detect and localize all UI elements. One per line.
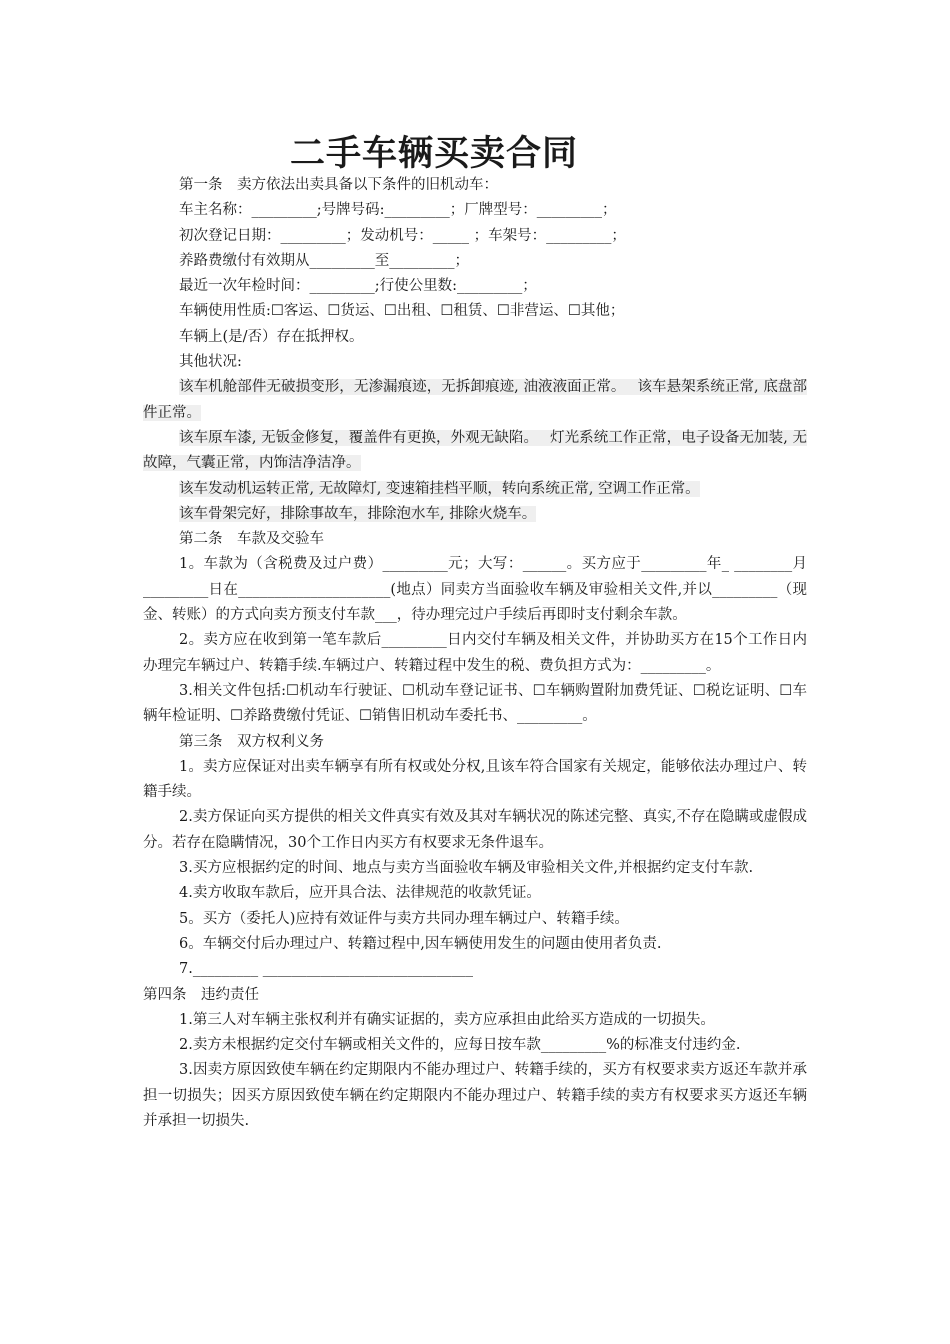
status-text: 该车发动机运转正常, 无故障灯, 变速箱挂档平顺，转向系统正常, 空调工作正常。: [179, 480, 700, 497]
status-paragraph: [143, 426, 807, 477]
article2-heading: 第二条 车款及交验车: [179, 531, 324, 548]
article4-item: 1.第三人对车辆主张权利并有确实证据的，卖方应承担由此给买方造成的一切损失。: [179, 1011, 715, 1028]
document-title: 二手车辆买卖合同: [290, 133, 579, 174]
article3-item: 1。卖方应保证对出卖车辆享有所有权或处分权,且该车符合国家有关规定，能够依法办理过户、转籍手续。: [143, 758, 807, 801]
article3-item: 7._________ _____________________________: [179, 961, 473, 978]
mortgage-line: 车辆上(是/否）存在抵押权。: [179, 328, 364, 345]
article4-item: 2.卖方未根据约定交付车辆或相关文件的，应每日按车款_________%的标准支付违约金.: [179, 1037, 741, 1054]
contract-body: [143, 173, 807, 1134]
article1-heading: 第一条 卖方依法出卖具备以下条件的旧机动车：: [179, 177, 498, 193]
other-status-label: 其他状况:: [179, 354, 242, 371]
article4-item: 3.因卖方原因致使车辆在约定期限内不能办理过户、转籍手续的，买方有权要求卖方返还车款并承担一切损失；因买方原因致使车辆在约定期限内不能办理过户、转籍手续的卖方有权要求买方返还车辆并承担一切损失.: [143, 1062, 807, 1129]
article2-item: 3.相关文件包括:☐机动车行驶证、☐机动车登记证书、☐车辆购置附加费凭证、☐税讫证明、☐车辆年检证明、☐养路费缴付凭证、☐销售旧机动车委托书、_________。: [143, 682, 807, 725]
article3-item: 2.卖方保证向买方提供的相关文件真实有效及其对车辆状况的陈述完整、真实,不存在隐瞒或虚假成分。若存在隐瞒情况，30个工作日内买方有权要求无条件退车。: [143, 809, 807, 851]
status-text: 该车机舱部件无破损变形，无渗漏痕迹，无拆卸痕迹, 油液液面正常。 该车悬架系统正常, 底盘部件正常。: [143, 379, 807, 421]
article3-item: 6。车辆交付后办理过户、转籍过程中,因车辆使用发生的问题由使用者负责.: [179, 935, 662, 952]
status-paragraph: [143, 375, 807, 426]
road-fee-line: 养路费缴付有效期从_________至_________；: [179, 252, 469, 269]
status-paragraph: [143, 477, 807, 502]
article3-item: 4.卖方收取车款后，应开具合法、法律规范的收款凭证。: [179, 885, 541, 902]
article4-heading: 第四条 违约责任: [143, 986, 259, 1003]
status-text: 该车原车漆, 无钣金修复，覆盖件有更换，外观无缺陷。 灯光系统工作正常，电子设备无加装, 无故障，气囊正常，内饰洁净洁净。: [143, 429, 807, 472]
usage-type-line: 车辆使用性质:☐客运、☐货运、☐出租、☐租赁、☐非营运、☐其他；: [179, 303, 625, 320]
article2-item: 1。车款为（含税费及过户费）_________元；大写：______。买方应于_________年_ ________月_________日在_____________________(地点）同卖方当面验收车辆及审验相关文件,并以_________（现金、转账）的方式向卖方预支付车款___，待办理完过户手续后再即时支付剩余车款。: [143, 556, 807, 624]
article2-item: 2。卖方应在收到第一笔车款后_________日内交付车辆及相关文件，并协助买方在15个工作日内办理完车辆过户、转籍手续.车辆过户、转籍过程中发生的税、费负担方式为：_________。: [143, 632, 807, 674]
article3-item: 3.买方应根据约定的时间、地点与卖方当面验收车辆及审验相关文件,并根据约定支付车款.: [179, 860, 754, 877]
inspection-line: 最近一次年检时间：_________;行使公里数:_________；: [179, 278, 537, 295]
status-paragraph: [143, 502, 807, 527]
article3-heading: 第三条 双方权利义务: [179, 733, 324, 750]
status-text: 该车骨架完好，排除事故车，排除泡水车, 排除火烧车。: [179, 505, 537, 522]
registration-line: 初次登记日期：_________；发动机号：_____ ；车架号：_________；: [179, 227, 626, 244]
article3-item: 5。买方（委托人)应持有效证件与卖方共同办理车辆过户、转籍手续。: [179, 910, 629, 927]
owner-info-line: 车主名称：_________;号牌号码:_________；厂牌型号：_________；: [179, 202, 617, 219]
